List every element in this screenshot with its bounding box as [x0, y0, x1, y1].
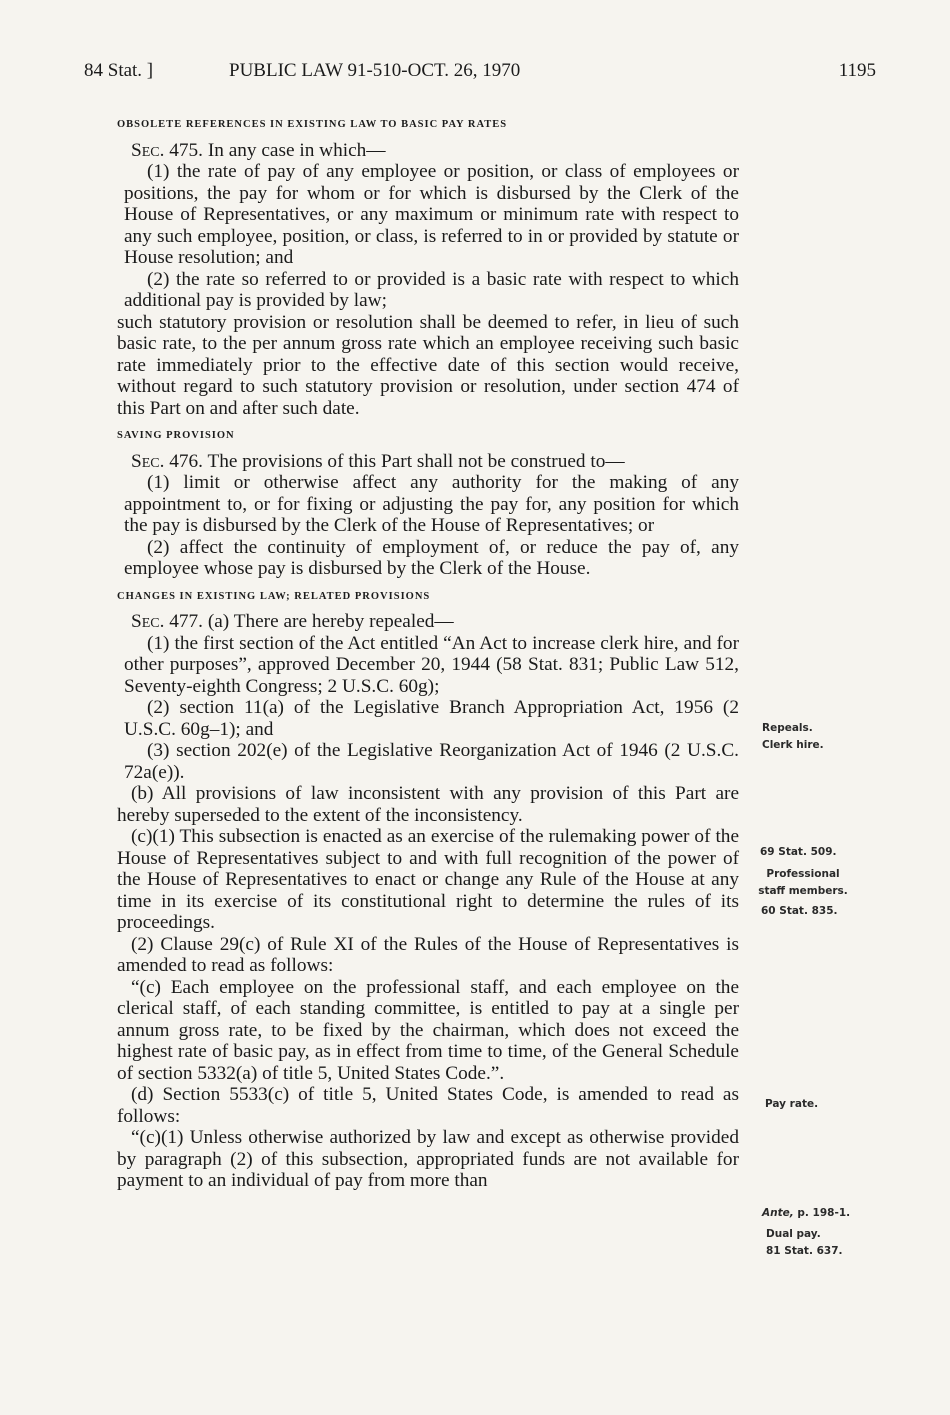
section-476-lead: [117, 451, 739, 473]
sec-abbr: Sec.: [131, 450, 165, 472]
section-477-c2-quote: “(c) Each employee on the professional staff, and each employee on the clerical staff, of each standing committee, is entitled to pay at a single per annum gross rate, to be fixed by the chairman, which does not exceed the highest rate of basic pay, as in effect from time to time, of the General Schedule of section 5332(a) of title 5, United States Code.”.: [117, 976, 739, 1084]
section-477-lead: [117, 611, 739, 633]
section-477-c1: (c)(1) This subsection is enacted as an exercise of the rulemaking power of the House of Representatives subject to and with full recognition of the power of the House of Representatives to enact or change any Rule of the House at any time in its exercise of its constitutional right to determine the rules of its proceedings.: [117, 826, 739, 933]
margin-note-professional: [748, 866, 858, 900]
body-text: [117, 108, 739, 1192]
section-475-lead-text: 475. In any case in which—: [164, 139, 386, 161]
header-page-number: 1195: [838, 60, 876, 81]
margin-note-repeals: [762, 720, 902, 754]
margin-repeals: Repeals.: [762, 722, 813, 734]
section-477-a3: (3) section 202(e) of the Legislative Reorganization Act of 1946 (2 U.S.C. 72a(e)).: [124, 740, 739, 783]
running-header: [84, 60, 876, 90]
section-477-d: (d) Section 5533(c) of title 5, United States Code, is amended to read as follows:: [117, 1084, 739, 1127]
margin-note-dual-pay: [766, 1226, 906, 1260]
header-title: PUBLIC LAW 91-510-OCT. 26, 1970: [229, 60, 521, 81]
margin-staff-members: staff members.: [758, 885, 848, 897]
section-475-item-2: (2) the rate so referred to or provided is a basic rate with respect to which additional pay is provided by law;: [124, 268, 739, 311]
section-477-c2: (2) Clause 29(c) of Rule XI of the Rules of the House of Representatives is amended to read as follows:: [117, 933, 739, 976]
margin-ante: Ante,: [762, 1207, 794, 1219]
margin-professional: Professional: [766, 868, 840, 880]
margin-note-69-stat: 69 Stat. 509.: [760, 846, 837, 858]
margin-ante-page: p. 198-1.: [793, 1207, 851, 1219]
sec-abbr: Sec.: [131, 139, 165, 161]
margin-note-60-stat: 60 Stat. 835.: [761, 905, 838, 917]
margin-clerk-hire: Clerk hire.: [762, 739, 824, 751]
section-477-heading: CHANGES IN EXISTING LAW; RELATED PROVISIONS: [117, 590, 431, 602]
section-476-item-2: (2) affect the continuity of employment of, or reduce the pay of, any employee whose pay is disbursed by the Clerk of the House.: [124, 536, 739, 579]
section-477-a1: (1) the first section of the Act entitled “An Act to increase clerk hire, and for other purposes”, approved December 20, 1944 (58 Stat. 831; Public Law 512, Seventy-eighth Congress; 2 U.S.C. 60g);: [124, 632, 739, 697]
section-477-a2: (2) section 11(a) of the Legislative Branch Appropriation Act, 1956 (2 U.S.C. 60g–1); and: [124, 697, 739, 740]
margin-81-stat: 81 Stat. 637.: [766, 1245, 843, 1257]
section-475-item-1: (1) the rate of pay of any employee or position, or class of employees or positions, the pay for whom or for which is disbursed by the Clerk of the House of Representatives, or any maximum or minimum rate with respect to any such employee, position, or class, is referred to in or provided by statute or House resolution; and: [124, 161, 739, 268]
section-477-b: (b) All provisions of law inconsistent with any provision of this Part are hereby superseded to the extent of the inconsistency.: [117, 783, 739, 826]
section-476-item-1: (1) limit or otherwise affect any authority for the making of any appointment to, or for fixing or adjusting the pay for, any position for which the pay is disbursed by the Clerk of the House of Representatives; or: [124, 472, 739, 536]
margin-note-ante: [762, 1205, 902, 1222]
section-476-lead-text: 476. The provisions of this Part shall not be construed to—: [164, 450, 625, 472]
section-475-tail: such statutory provision or resolution shall be deemed to refer, in lieu of such basic rate, to the per annum gross rate which an employee receiving such basic rate immediately prior to the effective date of this section would receive, without regard to such statutory provision or resolution, under section 474 of this Part on and after such date.: [117, 311, 739, 419]
section-475-heading: OBSOLETE REFERENCES IN EXISTING LAW TO BASIC PAY RATES: [117, 119, 508, 130]
sec-abbr: Sec.: [131, 611, 165, 632]
margin-note-pay-rate: Pay rate.: [765, 1098, 819, 1110]
section-477-d-quote: “(c)(1) Unless otherwise authorized by law and except as otherwise provided by paragraph (2) of this subsection, appropriated funds are not available for payment to an individual of pay from more than: [117, 1127, 739, 1191]
section-476-heading: SAVING PROVISION: [117, 430, 235, 441]
section-475-lead: [117, 140, 739, 162]
margin-dual-pay: Dual pay.: [766, 1228, 821, 1240]
header-volume: 84 Stat. ]: [84, 60, 154, 81]
section-477-lead-text: 477. (a) There are hereby repealed—: [164, 611, 454, 632]
